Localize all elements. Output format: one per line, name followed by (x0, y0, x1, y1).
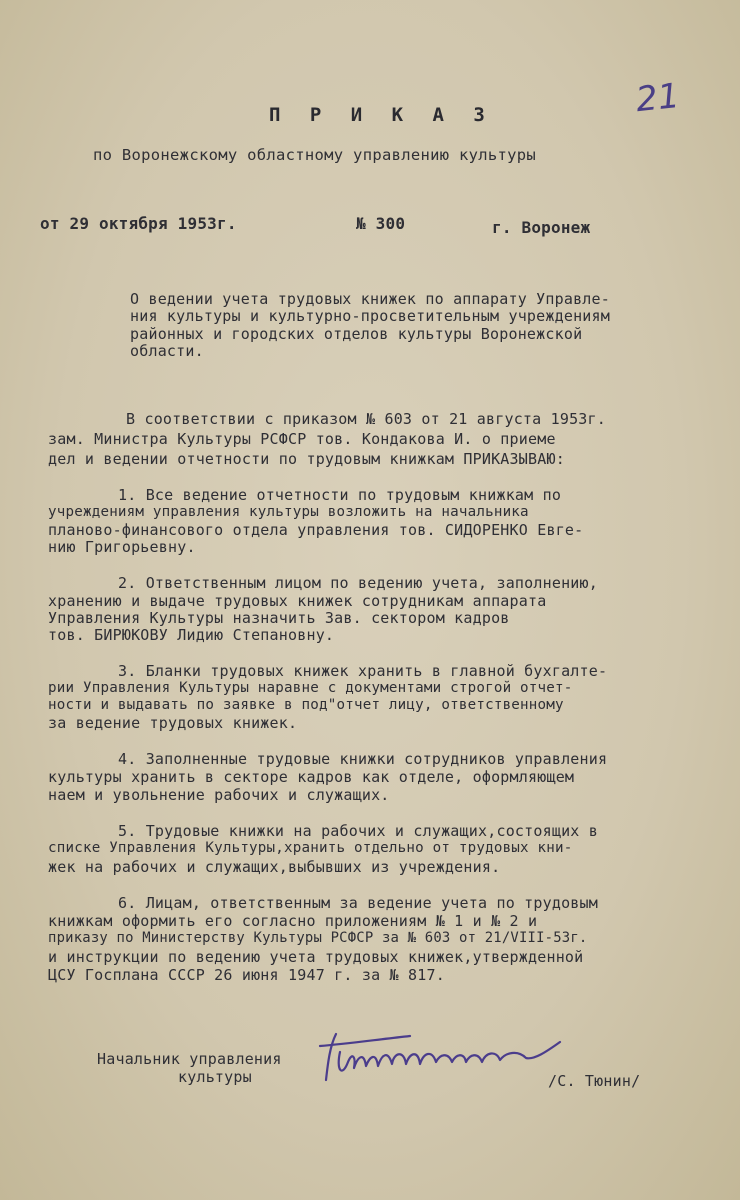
signatory-name: /С. Тюнин/ (548, 1072, 641, 1090)
preamble-line: дел и ведении отчетности по трудовым книжкам ПРИКАЗЫВАЮ: (48, 450, 565, 468)
item-line: 6. Лицам, ответственным за ведение учета по трудовым (118, 894, 598, 912)
subject-line: районных и городских отделов культуры Воронежской (130, 325, 583, 343)
signatory-position: культуры (178, 1068, 252, 1086)
order-city: г. Воронеж (492, 218, 591, 237)
item-line: планово-финансового отдела управления тов. СИДОРЕНКО Евге- (48, 521, 584, 539)
item-line: наем и увольнение рабочих и служащих. (48, 786, 390, 804)
item-line: рии Управления Культуры наравне с документами строгой отчет- (48, 680, 573, 696)
item-line: Управления Культуры назначить Зав. сектором кадров (48, 609, 510, 627)
preamble-line: зам. Министра Культуры РСФСР тов. Кондакова И. о приеме (48, 430, 556, 448)
subject-line: области. (130, 342, 204, 360)
order-number: № 300 (356, 214, 406, 233)
item-line: ности и выдавать по заявке в под"отчет лицу, ответственному (48, 697, 564, 713)
handwritten-signature (314, 1022, 574, 1092)
document-title: П Р И К А З (269, 104, 494, 126)
item-line: 1. Все ведение отчетности по трудовым книжкам по (118, 486, 562, 504)
order-date: от 29 октября 1953г. (40, 214, 237, 233)
item-line: нию Григорьевну. (48, 538, 196, 556)
item-line: приказу по Министерству Культуры РСФСР за № 603 от 21/VIII-53г. (48, 930, 588, 946)
item-line: за ведение трудовых книжек. (48, 714, 298, 732)
item-line: жек на рабочих и служащих,выбывших из учреждения. (48, 858, 501, 876)
item-line: 5. Трудовые книжки на рабочих и служащих,состоящих в (118, 822, 598, 840)
item-line: списке Управления Культуры,хранить отдельно от трудовых кни- (48, 840, 573, 856)
signatory-position: Начальник управления (97, 1050, 282, 1068)
item-line: книжкам оформить его согласно приложениям № 1 и № 2 и (48, 912, 538, 930)
item-line: культуры хранить в секторе кадров как отделе, оформляющем (48, 768, 575, 786)
document-subtitle: по Воронежскому областному управлению культуры (93, 146, 537, 164)
item-line: 3. Бланки трудовых книжек хранить в главной бухгалте- (118, 662, 608, 680)
item-line: 2. Ответственным лицом по ведению учета, заполнению, (118, 574, 598, 592)
page-number: 21 (634, 75, 682, 121)
preamble-line: В соответствии с приказом № 603 от 21 августа 1953г. (126, 410, 606, 428)
subject-line: ния культуры и культурно-просветительным учреждениям (130, 307, 610, 325)
item-line: тов. БИРЮКОВУ Лидию Степановну. (48, 626, 335, 644)
item-line: учреждениям управления культуры возложить на начальника (48, 504, 529, 520)
item-line: 4. Заполненные трудовые книжки сотрудников управления (118, 750, 608, 768)
item-line: хранению и выдаче трудовых книжек сотрудникам аппарата (48, 592, 547, 610)
item-line: ЦСУ Госплана СССР 26 июня 1947 г. за № 817. (48, 966, 445, 984)
subject-line: О ведении учета трудовых книжек по аппарату Управле- (130, 290, 610, 308)
item-line: и инструкции по ведению учета трудовых книжек,утвержденной (48, 948, 584, 966)
